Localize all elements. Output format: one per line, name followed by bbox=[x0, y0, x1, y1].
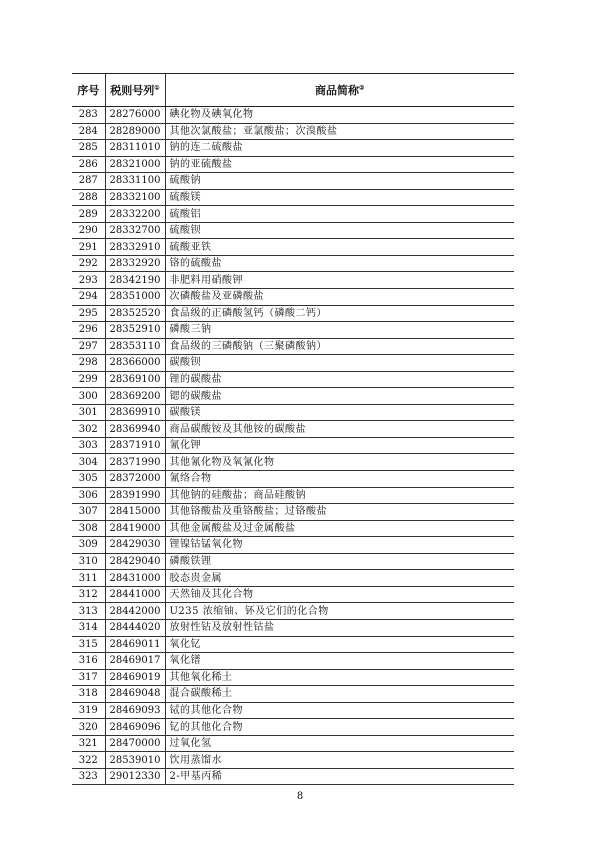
product-name-cell: 其他铬酸盐及重铬酸盐；过铬酸盐 bbox=[165, 504, 514, 521]
product-name-cell: 其他金属酸盐及过金属酸盐 bbox=[165, 520, 514, 537]
tariff-code-cell: 28441000 bbox=[105, 586, 165, 603]
product-name-cell: 胶态贵金属 bbox=[165, 570, 514, 587]
product-name-cell: 食品级的三磷酸钠（三聚磷酸钠） bbox=[165, 338, 514, 355]
product-name-cell: 硫酸亚铁 bbox=[165, 239, 514, 256]
serial-no-cell: 294 bbox=[72, 289, 105, 306]
product-name-cell: 其他氰化物及氧氰化物 bbox=[165, 454, 514, 471]
product-name-cell: 钠的连二硫酸盐 bbox=[165, 140, 514, 157]
tariff-code-cell: 28442000 bbox=[105, 603, 165, 620]
table-row bbox=[72, 338, 514, 355]
table-row bbox=[72, 156, 514, 173]
product-name-cell: 碳酸钡 bbox=[165, 355, 514, 372]
table-row bbox=[72, 255, 514, 272]
serial-no-cell: 314 bbox=[72, 619, 105, 636]
tariff-code-cell: 28469048 bbox=[105, 686, 165, 703]
serial-no-cell: 302 bbox=[72, 421, 105, 438]
table-row bbox=[72, 504, 514, 521]
table-row bbox=[72, 686, 514, 703]
serial-no-cell: 301 bbox=[72, 404, 105, 421]
table-row bbox=[72, 107, 514, 124]
serial-no-cell: 284 bbox=[72, 123, 105, 140]
serial-no-cell: 297 bbox=[72, 338, 105, 355]
tariff-code-cell: 28372000 bbox=[105, 471, 165, 488]
page-number: 8 bbox=[296, 791, 304, 802]
table-row bbox=[72, 289, 514, 306]
product-name-cell: 氧化钇 bbox=[165, 636, 514, 653]
table-row bbox=[72, 206, 514, 223]
product-name-cell: 硫酸钡 bbox=[165, 222, 514, 239]
table-row bbox=[72, 222, 514, 239]
tariff-code-cell: 28332100 bbox=[105, 189, 165, 206]
tariff-code-cell: 28415000 bbox=[105, 504, 165, 521]
tariff-code-cell: 28391990 bbox=[105, 487, 165, 504]
product-name-cell: 磷酸三钠 bbox=[165, 322, 514, 339]
serial-no-cell: 311 bbox=[72, 570, 105, 587]
table-row bbox=[72, 355, 514, 372]
serial-no-cell: 321 bbox=[72, 735, 105, 752]
tariff-table bbox=[72, 73, 514, 785]
serial-no-cell: 295 bbox=[72, 305, 105, 322]
table-row bbox=[72, 520, 514, 537]
tariff-code-cell: 28321000 bbox=[105, 156, 165, 173]
tariff-code-cell: 28352520 bbox=[105, 305, 165, 322]
tariff-code-cell: 28332910 bbox=[105, 239, 165, 256]
table-row bbox=[72, 537, 514, 554]
serial-no-cell: 317 bbox=[72, 669, 105, 686]
tariff-code-cell: 28366000 bbox=[105, 355, 165, 372]
tariff-code-cell: 28469093 bbox=[105, 702, 165, 719]
serial-no-cell: 306 bbox=[72, 487, 105, 504]
product-name-cell: 天然铀及其化合物 bbox=[165, 586, 514, 603]
product-name-cell: 磷酸铁锂 bbox=[165, 553, 514, 570]
table-header-row bbox=[72, 74, 514, 107]
serial-no-cell: 291 bbox=[72, 239, 105, 256]
table-row bbox=[72, 702, 514, 719]
product-name-cell: 混合碳酸稀土 bbox=[165, 686, 514, 703]
tariff-code-cell: 28444020 bbox=[105, 619, 165, 636]
serial-no-cell: 308 bbox=[72, 520, 105, 537]
table-row bbox=[72, 189, 514, 206]
table-row bbox=[72, 471, 514, 488]
product-name-cell: 其他氧化稀土 bbox=[165, 669, 514, 686]
serial-no-cell: 286 bbox=[72, 156, 105, 173]
serial-no-cell: 310 bbox=[72, 553, 105, 570]
tariff-code-cell: 28369940 bbox=[105, 421, 165, 438]
product-name-cell: 过氧化氢 bbox=[165, 735, 514, 752]
footnote-mark: ① bbox=[154, 84, 160, 92]
product-name-cell: 硫酸铝 bbox=[165, 206, 514, 223]
serial-no-cell: 296 bbox=[72, 322, 105, 339]
tariff-code-cell: 28469011 bbox=[105, 636, 165, 653]
tariff-code-cell: 28342190 bbox=[105, 272, 165, 289]
product-name-cell: 铬的硫酸盐 bbox=[165, 255, 514, 272]
serial-no-cell: 293 bbox=[72, 272, 105, 289]
product-name-cell: 钠的亚硫酸盐 bbox=[165, 156, 514, 173]
serial-no-cell: 292 bbox=[72, 255, 105, 272]
product-name-cell: 碳酸镁 bbox=[165, 404, 514, 421]
serial-no-cell: 290 bbox=[72, 222, 105, 239]
header-tariff-code: 税则号列① bbox=[105, 74, 165, 107]
tariff-code-cell: 28371910 bbox=[105, 437, 165, 454]
table-row bbox=[72, 752, 514, 769]
serial-no-cell: 305 bbox=[72, 471, 105, 488]
table-row bbox=[72, 669, 514, 686]
serial-no-cell: 303 bbox=[72, 437, 105, 454]
table-row bbox=[72, 371, 514, 388]
tariff-code-cell: 29012330 bbox=[105, 768, 165, 785]
product-name-cell: 氧化镨 bbox=[165, 653, 514, 670]
tariff-code-cell: 28352910 bbox=[105, 322, 165, 339]
product-name-cell: 铽的其他化合物 bbox=[165, 702, 514, 719]
product-name-cell: 放射性钴及放射性钴盐 bbox=[165, 619, 514, 636]
table-row bbox=[72, 454, 514, 471]
table-row bbox=[72, 123, 514, 140]
serial-no-cell: 299 bbox=[72, 371, 105, 388]
table-row bbox=[72, 239, 514, 256]
serial-no-cell: 298 bbox=[72, 355, 105, 372]
table-row bbox=[72, 653, 514, 670]
tariff-code-cell: 28276000 bbox=[105, 107, 165, 124]
product-name-cell: 商品碳酸铵及其他铵的碳酸盐 bbox=[165, 421, 514, 438]
tariff-code-cell: 28311010 bbox=[105, 140, 165, 157]
tariff-code-cell: 28469017 bbox=[105, 653, 165, 670]
table-body bbox=[72, 107, 514, 785]
tariff-code-cell: 28332920 bbox=[105, 255, 165, 272]
serial-no-cell: 300 bbox=[72, 388, 105, 405]
serial-no-cell: 322 bbox=[72, 752, 105, 769]
serial-no-cell: 288 bbox=[72, 189, 105, 206]
tariff-code-cell: 28369910 bbox=[105, 404, 165, 421]
serial-no-cell: 320 bbox=[72, 719, 105, 736]
serial-no-cell: 313 bbox=[72, 603, 105, 620]
table-row bbox=[72, 173, 514, 190]
tariff-code-cell: 28429030 bbox=[105, 537, 165, 554]
tariff-code-cell: 28371990 bbox=[105, 454, 165, 471]
tariff-code-cell: 28470000 bbox=[105, 735, 165, 752]
tariff-code-cell: 28289000 bbox=[105, 123, 165, 140]
serial-no-cell: 319 bbox=[72, 702, 105, 719]
table-row bbox=[72, 619, 514, 636]
table-row bbox=[72, 768, 514, 785]
product-name-cell: 氰络合物 bbox=[165, 471, 514, 488]
serial-no-cell: 309 bbox=[72, 537, 105, 554]
table-row bbox=[72, 140, 514, 157]
footnote-mark: ② bbox=[359, 84, 365, 92]
product-name-cell: 锂的碳酸盐 bbox=[165, 371, 514, 388]
tariff-code-cell: 28469019 bbox=[105, 669, 165, 686]
product-name-cell: 硫酸镁 bbox=[165, 189, 514, 206]
table-row bbox=[72, 636, 514, 653]
product-name-cell: 锶的碳酸盐 bbox=[165, 388, 514, 405]
serial-no-cell: 289 bbox=[72, 206, 105, 223]
tariff-code-cell: 28419000 bbox=[105, 520, 165, 537]
tariff-code-cell: 28331100 bbox=[105, 173, 165, 190]
serial-no-cell: 285 bbox=[72, 140, 105, 157]
serial-no-cell: 304 bbox=[72, 454, 105, 471]
serial-no-cell: 323 bbox=[72, 768, 105, 785]
table-row bbox=[72, 272, 514, 289]
table-row bbox=[72, 603, 514, 620]
tariff-table-container bbox=[72, 73, 514, 785]
tariff-code-cell: 28469096 bbox=[105, 719, 165, 736]
tariff-code-cell: 28332700 bbox=[105, 222, 165, 239]
tariff-code-cell: 28539010 bbox=[105, 752, 165, 769]
table-row bbox=[72, 719, 514, 736]
table-row bbox=[72, 437, 514, 454]
serial-no-cell: 312 bbox=[72, 586, 105, 603]
table-row bbox=[72, 553, 514, 570]
product-name-cell: 其他钠的硅酸盐；商品硅酸钠 bbox=[165, 487, 514, 504]
product-name-cell: 次磷酸盐及亚磷酸盐 bbox=[165, 289, 514, 306]
product-name-cell: 碘化物及碘氧化物 bbox=[165, 107, 514, 124]
table-row bbox=[72, 305, 514, 322]
tariff-code-cell: 28332200 bbox=[105, 206, 165, 223]
serial-no-cell: 287 bbox=[72, 173, 105, 190]
tariff-code-cell: 28353110 bbox=[105, 338, 165, 355]
tariff-code-cell: 28369200 bbox=[105, 388, 165, 405]
table-row bbox=[72, 735, 514, 752]
product-name-cell: 饮用蒸馏水 bbox=[165, 752, 514, 769]
serial-no-cell: 316 bbox=[72, 653, 105, 670]
tariff-code-cell: 28369100 bbox=[105, 371, 165, 388]
table-row bbox=[72, 586, 514, 603]
table-row bbox=[72, 322, 514, 339]
table-row bbox=[72, 570, 514, 587]
serial-no-cell: 318 bbox=[72, 686, 105, 703]
product-name-cell: 食品级的正磷酸氢钙（磷酸二钙） bbox=[165, 305, 514, 322]
serial-no-cell: 283 bbox=[72, 107, 105, 124]
product-name-cell: 其他次氯酸盐；亚氯酸盐；次溴酸盐 bbox=[165, 123, 514, 140]
product-name-cell: 2-甲基丙稀 bbox=[165, 768, 514, 785]
table-row bbox=[72, 487, 514, 504]
tariff-code-cell: 28431000 bbox=[105, 570, 165, 587]
product-name-cell: 锂镍钴锰氧化物 bbox=[165, 537, 514, 554]
table-row bbox=[72, 404, 514, 421]
product-name-cell: 非肥料用硝酸钾 bbox=[165, 272, 514, 289]
tariff-code-cell: 28351000 bbox=[105, 289, 165, 306]
table-row bbox=[72, 421, 514, 438]
serial-no-cell: 307 bbox=[72, 504, 105, 521]
product-name-cell: 钇的其他化合物 bbox=[165, 719, 514, 736]
product-name-cell: U235 浓缩铀、钚及它们的化合物 bbox=[165, 603, 514, 620]
serial-no-cell: 315 bbox=[72, 636, 105, 653]
table-row bbox=[72, 388, 514, 405]
tariff-code-cell: 28429040 bbox=[105, 553, 165, 570]
header-product-name: 商品简称② bbox=[165, 74, 514, 107]
header-serial-no: 序号 bbox=[72, 74, 105, 107]
product-name-cell: 硫酸钠 bbox=[165, 173, 514, 190]
product-name-cell: 氰化钾 bbox=[165, 437, 514, 454]
